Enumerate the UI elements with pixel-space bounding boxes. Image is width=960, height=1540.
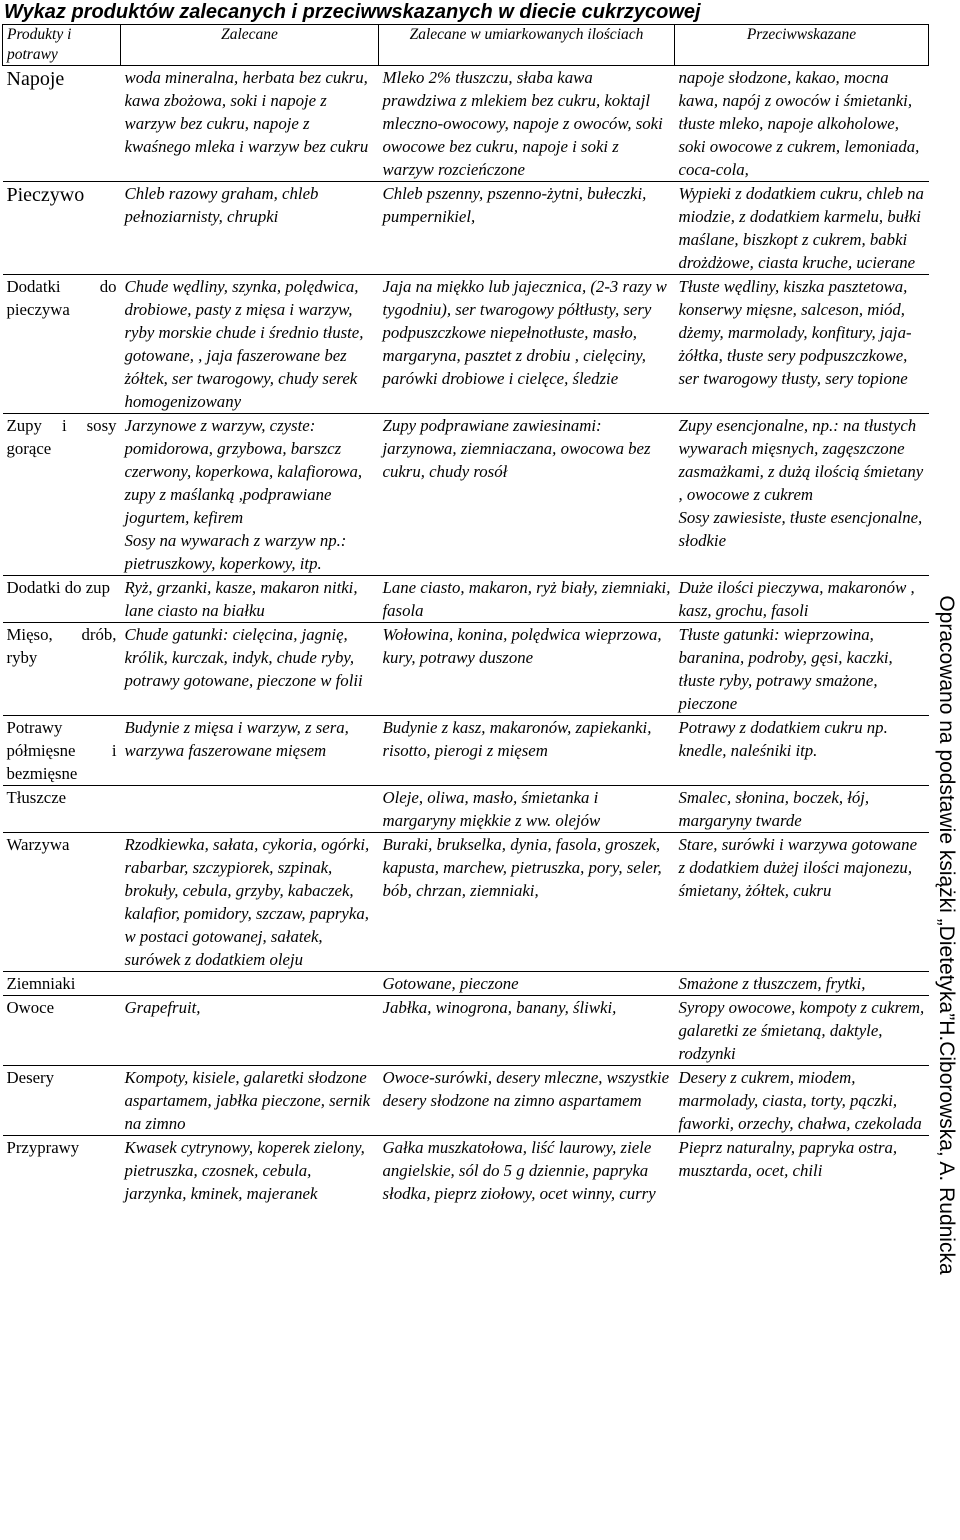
row-contraindicated: Syropy owocowe, kompoty z cukrem, galaretki ze śmietaną, daktyle, rodzynki: [675, 996, 929, 1066]
row-category: Pieczywo: [3, 182, 121, 275]
row-category: Napoje: [3, 66, 121, 182]
row-recommended: Kwasek cytrynowy, koperek zielony, pietruszka, czosnek, cebula, jarzynka, kminek, majeranek: [121, 1136, 379, 1206]
row-moderate: Chleb pszenny, pszenno-żytni, bułeczki, pumpernikiel,: [379, 182, 675, 275]
row-recommended: [121, 972, 379, 996]
row-category: Desery: [3, 1066, 121, 1136]
row-contraindicated: Desery z cukrem, miodem, marmolady, ciasta, torty, pączki, faworki, orzechy, chałwa, czekolada: [675, 1066, 929, 1136]
table-row: [3, 716, 929, 786]
row-recommended: Kompoty, kisiele, galaretki słodzone aspartamem, jabłka pieczone, sernik na zimno: [121, 1066, 379, 1136]
table-row: [3, 786, 929, 833]
row-contraindicated: Smażone z tłuszczem, frytki,: [675, 972, 929, 996]
row-moderate: Buraki, brukselka, dynia, fasola, groszek, kapusta, marchew, pietruszka, pory, seler, bób, chrzan, ziemniaki,: [379, 833, 675, 972]
row-category: Potrawy półmięsne i bezmięsne: [3, 716, 121, 786]
row-contraindicated: Duże ilości pieczywa, makaronów , kasz, grochu, fasoli: [675, 576, 929, 623]
row-category: Dodatki do pieczywa: [3, 275, 121, 414]
table-row: [3, 996, 929, 1066]
row-recommended: Rzodkiewka, sałata, cykoria, ogórki, rabarbar, szczypiorek, szpinak, brokuły, cebula, grzyby, kabaczek, kalafior, pomidory, szczaw, papryka, w postaci gotowanej, sałatek, surówek z dodatkiem oleju: [121, 833, 379, 972]
row-contraindicated: Potrawy z dodatkiem cukru np. knedle, naleśniki itp.: [675, 716, 929, 786]
row-moderate: Budynie z kasz, makaronów, zapiekanki, risotto, pierogi z mięsem: [379, 716, 675, 786]
row-category: Tłuszcze: [3, 786, 121, 833]
row-moderate: Wołowina, konina, polędwica wieprzowa, kury, potrawy duszone: [379, 623, 675, 716]
page-title: Wykaz produktów zalecanych i przeciwwskazanych w diecie cukrzycowej: [4, 1, 701, 23]
row-category: Owoce: [3, 996, 121, 1066]
row-category: Mięso, drób, ryby: [3, 623, 121, 716]
row-contraindicated: Tłuste wędliny, kiszka pasztetowa, konserwy mięsne, salceson, miód, dżemy, marmolady, konfitury, jaja-żółtka, tłuste sery podpuszczkowe, ser twarogowy tłusty, sery topione: [675, 275, 929, 414]
header-contraindicated: Przeciwwskazane: [675, 25, 929, 66]
table-row: [3, 414, 929, 576]
row-moderate: Gotowane, pieczone: [379, 972, 675, 996]
row-moderate: Mleko 2% tłuszczu, słaba kawa prawdziwa z mlekiem bez cukru, koktajl mleczno-owocowy, napoje z owoców, soki owocowe bez cukru, napoje i soki z warzyw rozcieńczone: [379, 66, 675, 182]
header-moderate: Zalecane w umiarkowanych ilościach: [379, 25, 675, 66]
row-recommended: Chude gatunki: cielęcina, jagnię, królik, kurczak, indyk, chude ryby, potrawy gotowane, pieczone w folii: [121, 623, 379, 716]
row-moderate: Oleje, oliwa, masło, śmietanka i margaryny miękkie z ww. olejów: [379, 786, 675, 833]
row-contraindicated: Stare, surówki i warzywa gotowane z dodatkiem dużej ilości majonezu, śmietany, żółtek, cukru: [675, 833, 929, 972]
row-recommended: Budynie z mięsa i warzyw, z sera, warzywa faszerowane mięsem: [121, 716, 379, 786]
table-row: [3, 66, 929, 182]
source-note: [932, 330, 960, 1540]
row-moderate: Zupy podprawiane zawiesinami: jarzynowa, ziemniaczana, owocowa bez cukru, chudy rosół: [379, 414, 675, 576]
row-contraindicated: napoje słodzone, kakao, mocna kawa, napój z owoców i śmietanki, tłuste mleko, napoje alkoholowe, soki owocowe z cukrem, lemoniada, coca-cola,: [675, 66, 929, 182]
row-contraindicated: Smalec, słonina, boczek, łój, margaryny twarde: [675, 786, 929, 833]
row-moderate: Jabłka, winogrona, banany, śliwki,: [379, 996, 675, 1066]
row-recommended: Ryż, grzanki, kasze, makaron nitki, lane ciasto na białku: [121, 576, 379, 623]
header-category: Produkty i potrawy: [3, 25, 121, 66]
header-recommended: Zalecane: [121, 25, 379, 66]
row-category: Zupy i sosy gorące: [3, 414, 121, 576]
table-row: [3, 275, 929, 414]
row-contraindicated: Zupy esencjonalne, np.: na tłustych wywarach mięsnych, zagęszczone zasmażkami, z dużą ilością śmietany , owocowe z cukrem Sosy zawiesiste, tłuste esencjonalne, słodkie: [675, 414, 929, 576]
row-contraindicated: Tłuste gatunki: wieprzowina, baranina, podroby, gęsi, kaczki, tłuste ryby, potrawy smażone, pieczone: [675, 623, 929, 716]
table-row: [3, 1066, 929, 1136]
row-recommended: Jarzynowe z warzyw, czyste: pomidorowa, grzybowa, barszcz czerwony, koperkowa, kalafiorowa, zupy z maślanką ,podprawiane jogurtem, kefirem Sosy na wywarach z warzyw np.: pietruszkowy, koperkowy, itp.: [121, 414, 379, 576]
row-recommended: [121, 786, 379, 833]
row-recommended: Grapefruit,: [121, 996, 379, 1066]
row-category: Ziemniaki: [3, 972, 121, 996]
row-category: Przyprawy: [3, 1136, 121, 1206]
row-recommended: woda mineralna, herbata bez cukru, kawa zbożowa, soki i napoje z warzyw bez cukru, napoje z kwaśnego mleka i warzyw bez cukru: [121, 66, 379, 182]
row-moderate: Lane ciasto, makaron, ryż biały, ziemniaki, fasola: [379, 576, 675, 623]
row-category: Warzywa: [3, 833, 121, 972]
row-category: Dodatki do zup: [3, 576, 121, 623]
table-row: [3, 623, 929, 716]
row-recommended: Chude wędliny, szynka, polędwica, drobiowe, pasty z mięsa i warzyw, ryby morskie chude i średnio tłuste, gotowane, , jaja faszerowane bez żółtek, ser twarogowy, chudy serek homogenizowany: [121, 275, 379, 414]
table-row: [3, 972, 929, 996]
table-row: [3, 1136, 929, 1206]
diet-table: [2, 24, 929, 1205]
table-row: [3, 833, 929, 972]
row-contraindicated: Pieprz naturalny, papryka ostra, musztarda, ocet, chili: [675, 1136, 929, 1206]
table-row: [3, 182, 929, 275]
table-row: [3, 576, 929, 623]
row-moderate: Jaja na miękko lub jajecznica, (2-3 razy w tygodniu), ser twarogowy półtłusty, sery podpuszczkowe niepełnotłuste, masło, margaryna, pasztet z drobiu , cielęciny, parówki drobiowe i cielęce, śledzie: [379, 275, 675, 414]
row-moderate: Owoce-surówki, desery mleczne, wszystkie desery słodzone na zimno aspartamem: [379, 1066, 675, 1136]
row-moderate: Gałka muszkatołowa, liść laurowy, ziele angielskie, sól do 5 g dziennie, papryka słodka, pieprz ziołowy, ocet winny, curry: [379, 1136, 675, 1206]
source-note-text: Opracowano na podstawie książki „Dietetyka”H.Ciborowska, A. Rudnicka: [935, 595, 958, 1275]
row-recommended: Chleb razowy graham, chleb pełnoziarnisty, chrupki: [121, 182, 379, 275]
row-contraindicated: Wypieki z dodatkiem cukru, chleb na miodzie, z dodatkiem karmelu, bułki maślane, biszkopt z cukrem, babki drożdżowe, ciasta kruche, ucierane: [675, 182, 929, 275]
table-header-row: [3, 25, 929, 66]
